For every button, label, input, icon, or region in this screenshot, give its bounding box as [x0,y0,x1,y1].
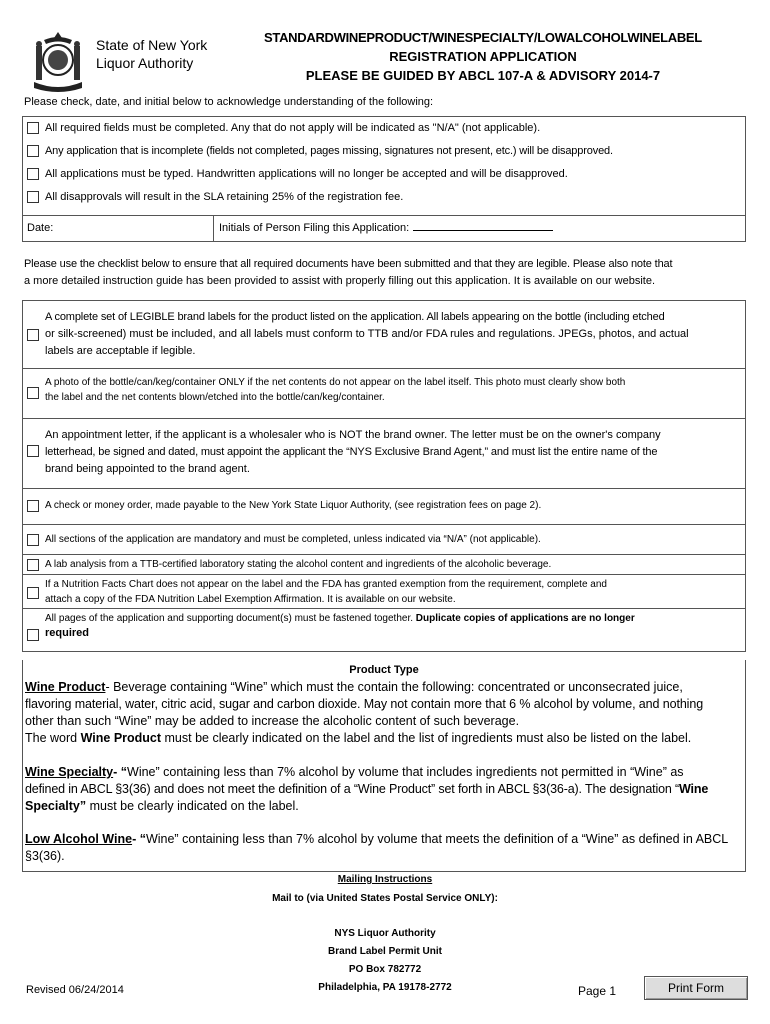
definition-emphasis: - “ [113,765,128,779]
definition-text: must be clearly indicated on the label. [86,799,299,813]
definition-line: other than such “Wine” may be added to increase the alcoholic content of such beverage. [25,714,520,728]
definition-emphasis: Specialty” [25,799,87,813]
checklist-text [45,375,739,405]
address-line: Philadelphia, PA 19178-2772 [318,982,452,993]
checklist-item [23,419,745,489]
ack-text: All required fields must be completed. Any that do not apply will be indicated as "N/A" (not applicable). [45,122,541,134]
checklist-line [45,611,739,626]
address-line: NYS Liquor Authority [334,928,436,939]
checklist-line: or silk-screened) must be included, and all labels must conform to TTB and/or FDA rules and regulations. JPEGs, photos, and actual [45,328,689,340]
acknowledge-intro: Please check, date, and initial below to acknowledge understanding of the following: [24,96,434,108]
divider [213,216,214,242]
checklist-intro-line-2: a more detailed instruction guide has been provided to assist with properly filling out this application. It is available on our website. [24,275,656,287]
wine-specialty-definition [25,764,743,815]
title-line-2: REGISTRATION APPLICATION [389,49,577,64]
form-title [222,28,744,85]
wine-specialty-term: Wine Specialty [25,765,114,779]
title-line-1: STANDARDWINEPRODUCT/WINESPECIALTY/LOWALCOHOLWINELABEL [264,30,702,45]
checklist-emphasis: Duplicate copies of applications are no longer [415,613,635,624]
checklist-text: All sections of the application are mandatory and must be completed, unless indicated via “N/A” (not applicable). [45,534,541,545]
page-number: Page 1 [578,984,617,998]
definition-line [25,730,743,747]
checklist-item [23,489,745,525]
definition-line [25,831,743,848]
definition-text: Wine” containing less than 7% alcohol by volume that meets the definition of a “Wine” as defined in ABCL [145,832,729,846]
ack-checkbox[interactable] [27,145,39,157]
ack-item [27,168,568,180]
date-initials-row [23,215,745,241]
checklist-line: If a Nutrition Facts Chart does not appear on the label and the FDA has granted exemption from the requirement, complete and [45,579,607,590]
definition-line: flavoring material, water, citric acid, sugar and carbon dioxide. May not contain more that 6 % alcohol by volume, and nothing [25,697,704,711]
definition-text: - Beverage containing “Wine” which must the contain the following: concentrated or unconsecrated juice, [105,680,683,694]
product-type-heading: Product Type [349,664,419,676]
checklist-text [45,611,739,641]
checklist-intro-line-1: Please use the checklist below to ensure that all required documents have been submitted and that they are legible. Please also note that [24,258,673,270]
checklist-line: labels are acceptable if legible. [45,345,196,357]
checklist-text: A check or money order, made payable to the New York State Liquor Authority, (see registration fees on page 2). [45,500,542,511]
checklist-plain: All pages of the application and supporting document(s) must be fastened together. [45,613,416,624]
initials-field[interactable] [219,222,553,234]
checklist-line [45,626,739,641]
definition-emphasis: Wine [679,782,709,796]
checklist-item [23,525,745,555]
checklist-line: letterhead, be signed and dated, must appoint the applicant the “NYS Exclusive Brand Agent,” and must list the entire name of the [45,446,658,458]
ack-item [27,191,403,203]
title-line-3: PLEASE BE GUIDED BY ABCL 107-A & ADVISORY 2014-7 [305,68,661,83]
checklist-checkbox[interactable] [27,559,39,571]
ack-item [27,122,540,134]
document-checklist [22,300,746,652]
checklist-checkbox[interactable] [27,629,39,641]
checklist-text: A lab analysis from a TTB-certified laboratory stating the alcohol content and ingredients of the alcoholic beverage. [45,559,552,570]
checklist-checkbox[interactable] [27,587,39,599]
definition-text: The word [25,731,81,745]
address-line: Brand Label Permit Unit [328,946,442,957]
definition-text: defined in ABCL §3(36) and does not meet the definition of a “Wine Product” set forth in ABCL §3(36-a). The designation “ [25,782,680,796]
date-label: Date: [27,222,54,234]
checklist-checkbox[interactable] [27,500,39,512]
checklist-emphasis: required [45,627,90,639]
definition-emphasis: Wine Product [80,731,162,745]
mail-to-note: Mail to (via United States Postal Service ONLY): [272,893,498,904]
checklist-line: the label and the net contents blown/etched into the bottle/can/keg/container. [45,392,385,403]
print-form-button[interactable]: Print Form [644,976,748,1000]
checklist-line: A complete set of LEGIBLE brand labels for the product listed on the application. All labels appearing on the bottle (including etched [45,311,665,323]
revision-date: Revised 06/24/2014 [26,984,124,996]
product-type-section [22,660,746,872]
checklist-intro [24,256,748,290]
definition-line [25,679,743,696]
definition-line [25,781,743,798]
ack-text: Any application that is incomplete (fields not completed, pages missing, signatures not present, etc.) will be disapproved. [45,145,613,157]
definition-text: must be clearly indicated on the label and the list of ingredients must also be listed on the label. [161,731,692,745]
definition-line [25,764,743,781]
checklist-checkbox[interactable] [27,534,39,546]
address-line: PO Box 782772 [348,964,422,975]
checklist-text [45,427,739,478]
checklist-item [23,575,745,609]
checklist-checkbox[interactable] [27,329,39,341]
definition-line: §3(36). [25,849,65,863]
checklist-text [45,309,739,360]
checklist-item [23,609,745,651]
checklist-line: brand being appointed to the brand agent. [45,463,250,475]
checklist-checkbox[interactable] [27,445,39,457]
low-alcohol-wine-definition [25,831,743,865]
ack-checkbox[interactable] [27,191,39,203]
checklist-text [45,577,739,607]
ack-item [27,145,613,157]
checklist-line: attach a copy of the FDA Nutrition Label Exemption Affirmation. It is available on our website. [45,594,456,605]
state-seal-icon [30,30,86,94]
ack-text: All disapprovals will result in the SLA retaining 25% of the registration fee. [45,191,404,203]
low-alcohol-wine-term: Low Alcohol Wine [25,832,133,846]
checklist-checkbox[interactable] [27,387,39,399]
checklist-line: An appointment letter, if the applicant is a wholesaler who is NOT the brand owner. The letter must be on the owner's company [45,429,661,441]
checklist-line: A photo of the bottle/can/keg/container ONLY if the net contents do not appear on the label itself. This photo must clearly show both [45,377,626,388]
mailing-heading: Mailing Instructions [337,874,433,885]
definition-line [25,798,743,815]
ack-checkbox[interactable] [27,122,39,134]
ack-text: All applications must be typed. Handwritten applications will no longer be accepted and will be disapproved. [45,168,568,180]
agency-line-1: State of New York [96,37,208,53]
initials-label: Initials of Person Filing this Application: [219,222,410,234]
wine-product-definition [25,679,743,747]
checklist-item [23,369,745,419]
agency-line-2: Liquor Authority [96,55,194,71]
wine-product-term: Wine Product [25,680,106,694]
initials-line [413,222,553,231]
ack-checkbox[interactable] [27,168,39,180]
agency-name [96,36,207,72]
definition-emphasis: - “ [132,832,146,846]
checklist-item [23,301,745,369]
definition-text: Wine” containing less than 7% alcohol by volume that includes ingredients not permitted in “Wine” as [127,765,684,779]
checklist-item [23,555,745,575]
acknowledgement-box [22,116,746,242]
